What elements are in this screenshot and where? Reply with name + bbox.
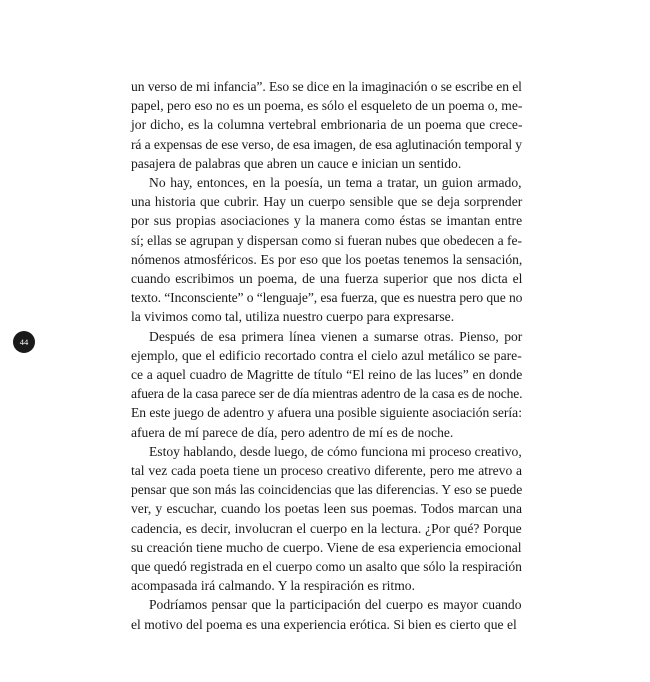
text-line: una historia que cubrir. Hay un cuerpo sensible que se deja sorprender: [131, 194, 523, 210]
text-line: Estoy hablando, desde luego, de cómo funciona mi proceso creativo,: [149, 443, 522, 459]
text-line: nómenos atmosféricos. Es por eso que los poetas tenemos la sensación,: [131, 251, 523, 267]
text-line: acompasada irá calmando. Y la respiración es ritmo.: [131, 578, 415, 594]
text-line: jor dicho, es la columna vertebral embrionaria de un poema que crece-: [131, 117, 523, 133]
text-line: texto. “Inconsciente” o “lenguaje”, esa fuerza, que es nuestra pero que no: [131, 290, 523, 306]
body-text: [131, 77, 522, 634]
text-line: cuando escribimos un poema, de una fuerza superior que nos dicta el: [131, 271, 523, 287]
text-line: un verso de mi infancia”. Eso se dice en la imaginación o se escribe en el: [131, 79, 522, 94]
text-line: ce a aquel cuadro de Magritte de título “El reino de las luces” en donde: [131, 367, 523, 383]
text-line: papel, pero eso no es un poema, es sólo el esqueleto de un poema o, me-: [131, 98, 523, 114]
text-line: Después de esa primera línea vienen a sumarse otras. Pienso, por: [149, 328, 523, 344]
text-line: que quedó registrada en el cuerpo como un asalto que sólo la respiración: [131, 559, 522, 575]
text-line: el motivo del poema es una experiencia erótica. Si bien es cierto que el: [131, 616, 517, 632]
text-line: Podríamos pensar que la participación del cuerpo es mayor cuando: [149, 597, 522, 613]
text-line: sí; ellas se agrupan y dispersan como si fueran nubes que obedecen a fe-: [131, 232, 522, 248]
text-line: En este juego de adentro y afuera una posible siguiente asociación sería:: [131, 405, 522, 421]
text-line: tal vez cada poeta tiene un proceso creativo diferente, pero me atrevo a: [131, 463, 523, 479]
page-number-badge: 44: [13, 331, 35, 353]
text-line: afuera de mí parece de día, pero adentro de mí es de noche.: [131, 424, 454, 440]
text-line: ver, y escuchar, cuando los poetas leen sus poemas. Todos marcan una: [131, 501, 522, 517]
text-line: afuera de la casa parece ser de día mientras adentro de la casa es de noche.: [131, 386, 523, 402]
text-line: No hay, entonces, en la poesía, un tema a tratar, un guion armado,: [149, 175, 522, 191]
text-line: pensar que son más las coincidencias que las diferencias. Y eso se puede: [131, 482, 523, 498]
text-line: pasajera de palabras que abren un cauce e inician un sentido.: [131, 155, 462, 171]
text-line: rá a expensas de ese verso, de esa imagen, de esa aglutinación temporal y: [131, 136, 522, 152]
text-line: cadencia, es decir, involucran el cuerpo en la lectura. ¿Por qué? Porque: [131, 520, 522, 536]
text-line: su creación tiene mucho de cuerpo. Viene de esa experiencia emocional: [131, 539, 522, 555]
text-line: por sus propias asociaciones y la manera como éstas se imantan entre: [131, 213, 523, 229]
text-line: ejemplo, que el edificio recortado contra el cielo azul metálico se pare-: [131, 347, 522, 363]
text-line: la vivimos como tal, utiliza nuestro cuerpo para expresarse.: [131, 309, 455, 325]
